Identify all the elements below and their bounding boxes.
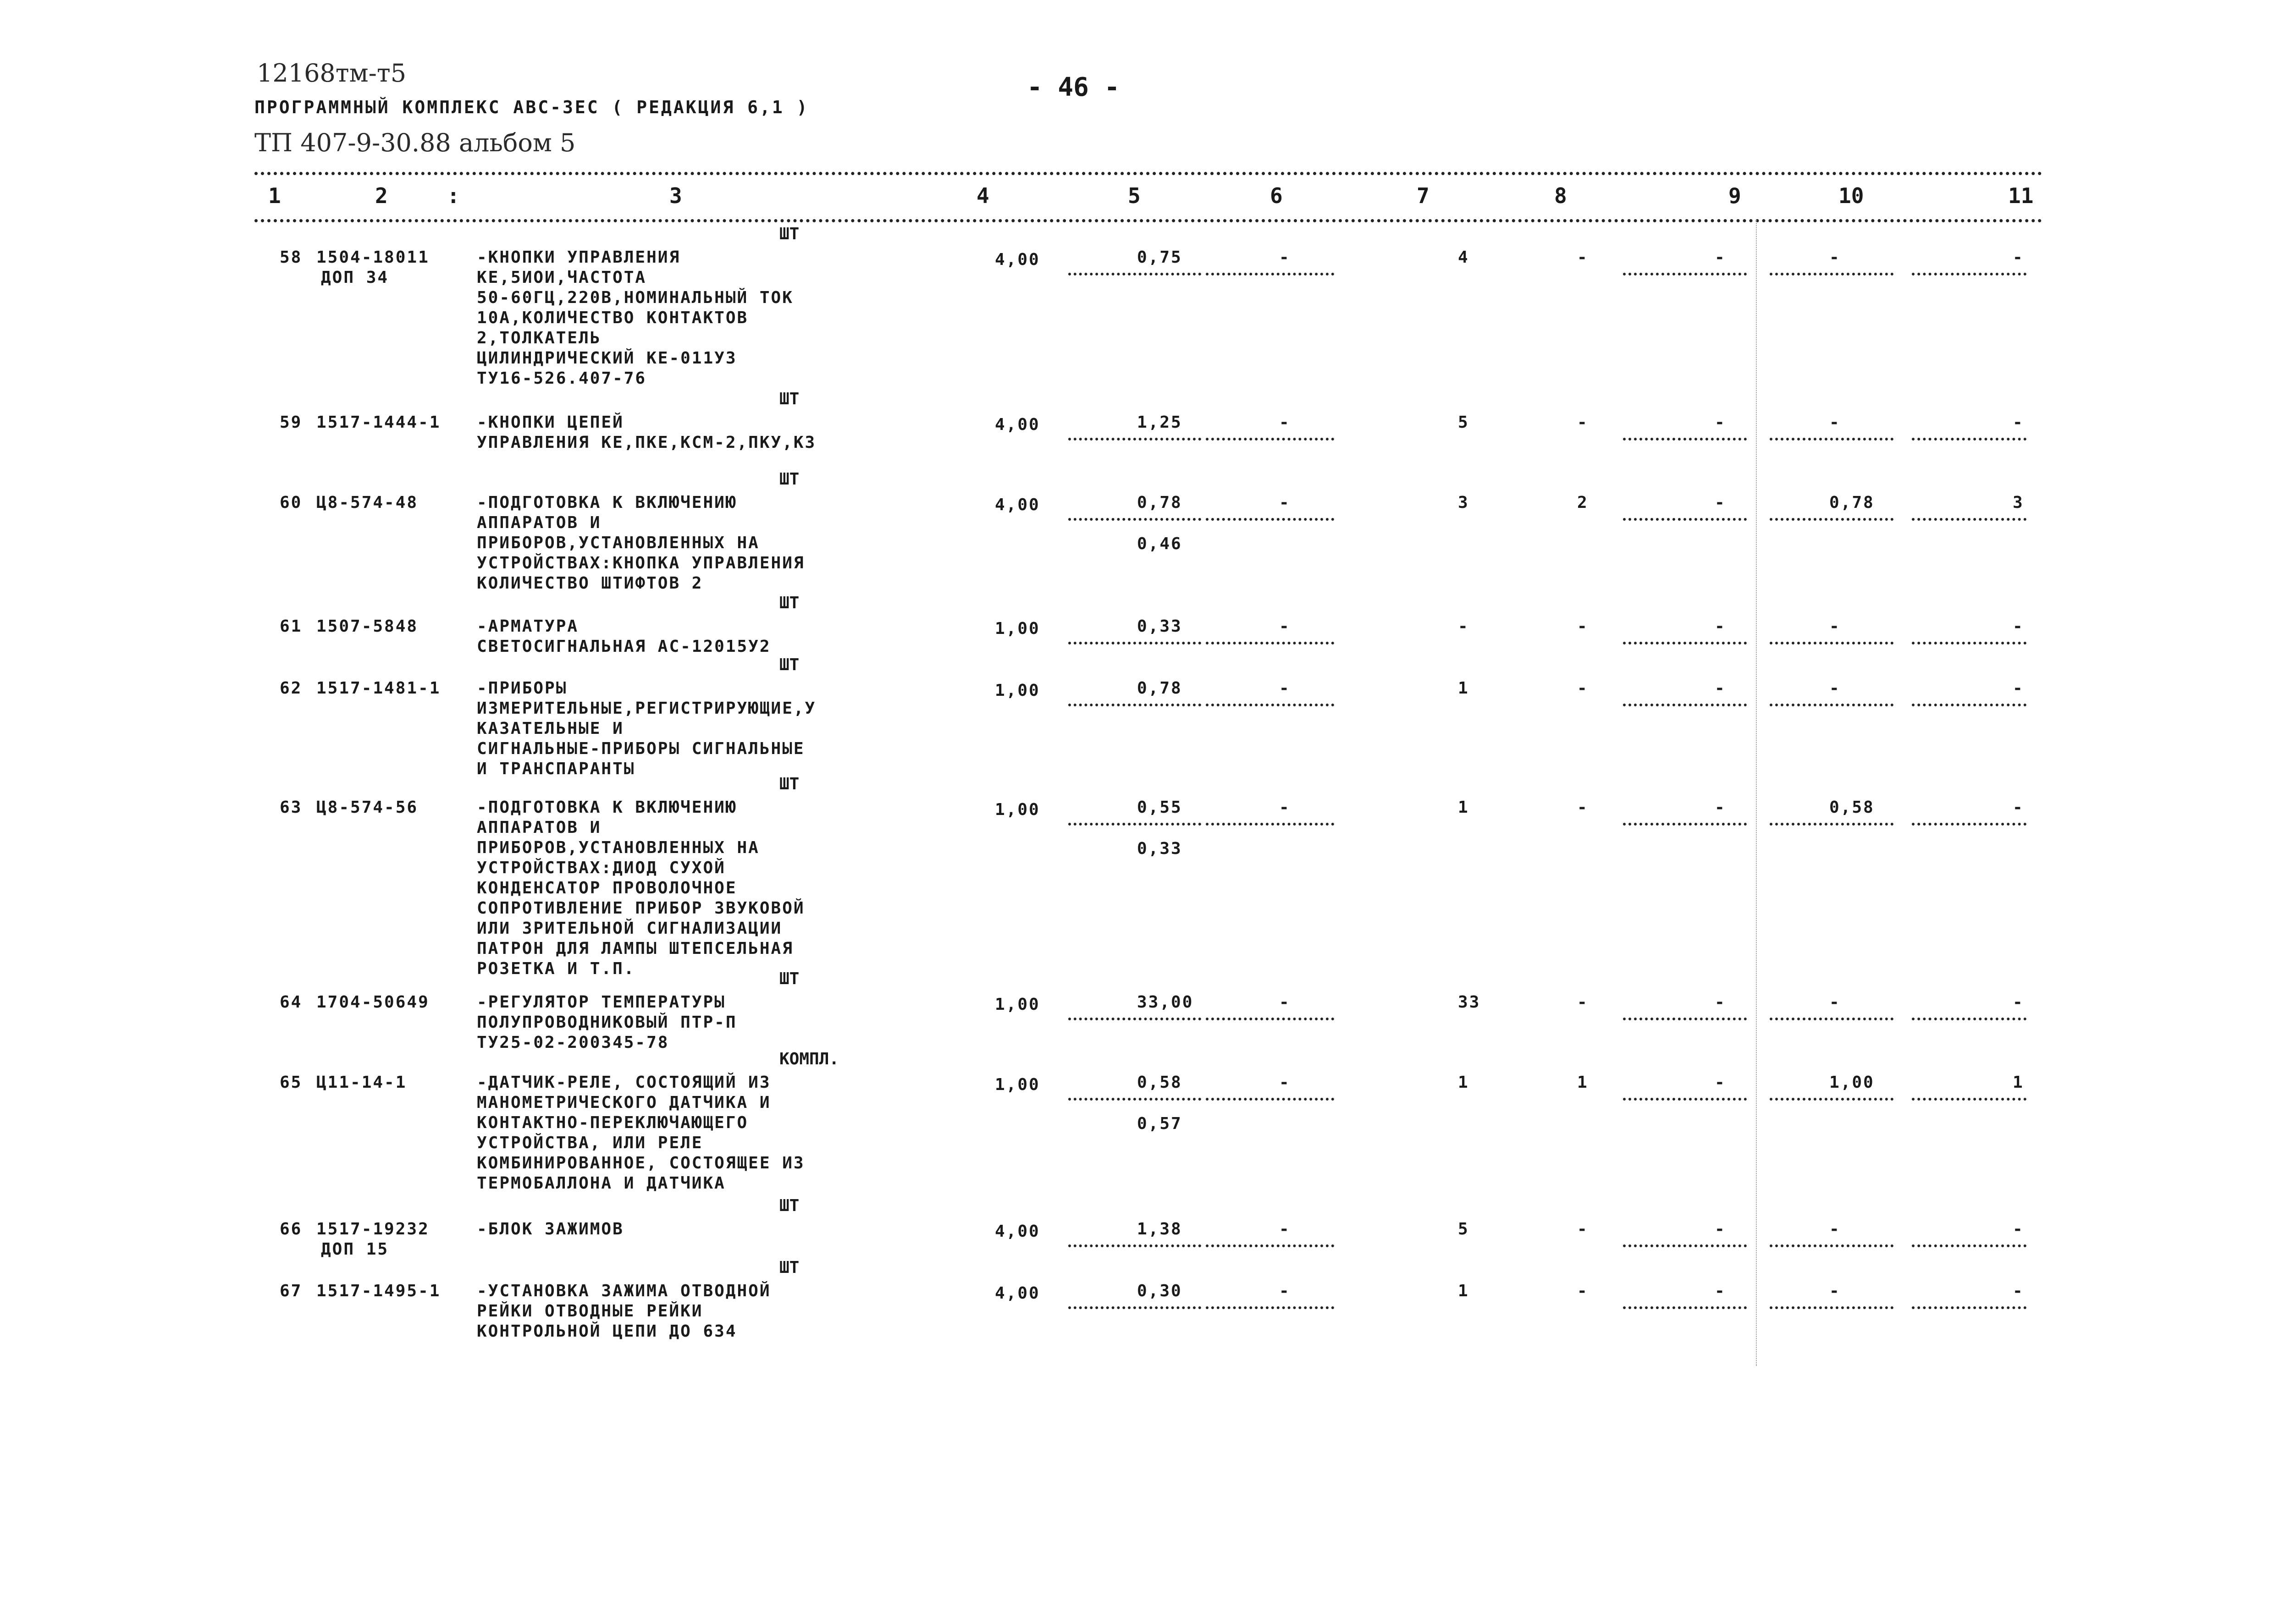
- row-col9: -: [1715, 798, 1726, 817]
- row-number: 64: [280, 993, 303, 1012]
- row-quantity: 1,00: [995, 995, 1040, 1014]
- row-col9: -: [1715, 248, 1726, 267]
- column-header-3: 3: [669, 183, 682, 208]
- row-col11: -: [2013, 413, 2024, 432]
- column-header-6: 6: [1270, 183, 1283, 208]
- row-col6: -: [1279, 1282, 1291, 1300]
- subtotal-dotted-line: [1770, 1306, 1893, 1309]
- row-extra: ДОП 15: [321, 1240, 389, 1259]
- row-col10: 1,00: [1829, 1073, 1875, 1092]
- row-col6: -: [1279, 1073, 1291, 1092]
- row-col9: -: [1715, 493, 1726, 512]
- row-code: 1517-1481-1: [316, 679, 441, 698]
- row-col6: -: [1279, 413, 1291, 432]
- row-col9: -: [1715, 617, 1726, 636]
- page-number: - 46 -: [1027, 72, 1120, 102]
- row-col10: 0,78: [1829, 493, 1875, 512]
- row-col7: 3: [1458, 493, 1469, 512]
- row-col5: 0,58: [1137, 1073, 1182, 1092]
- row-quantity: 1,00: [995, 619, 1040, 638]
- subtotal-dotted-line: [1912, 704, 2026, 706]
- subtotal-dotted-line: [1068, 1018, 1201, 1020]
- row-col6: -: [1279, 493, 1291, 512]
- row-unit: ШТ: [779, 655, 800, 674]
- subtotal-dotted-line: [1206, 1306, 1334, 1309]
- row-col7: 33: [1458, 993, 1481, 1012]
- row-col10: -: [1829, 413, 1841, 432]
- program-title: ПРОГРАММНЫЙ КОМПЛЕКС АВС-3ЕС ( РЕДАКЦИЯ 6,1 ): [254, 97, 809, 117]
- row-quantity: 4,00: [995, 1222, 1040, 1241]
- row-quantity: 4,00: [995, 495, 1040, 514]
- row-code: 1517-1444-1: [316, 413, 441, 432]
- subtotal-dotted-line: [1206, 273, 1334, 275]
- row-col5: 0,30: [1137, 1282, 1182, 1300]
- row-col5: 33,00: [1137, 993, 1194, 1012]
- subtotal-dotted-line: [1206, 704, 1334, 706]
- table-top-rule: [254, 172, 2042, 175]
- subtotal-dotted-line: [1206, 1018, 1334, 1020]
- row-col7: 1: [1458, 1073, 1469, 1092]
- subtotal-dotted-line: [1068, 1244, 1201, 1247]
- column-header-11: 11: [2008, 183, 2034, 208]
- row-col5-secondary: 0,46: [1137, 534, 1182, 553]
- subtotal-dotted-line: [1623, 704, 1747, 706]
- row-code: 1704-50649: [316, 993, 430, 1012]
- subtotal-dotted-line: [1623, 1306, 1747, 1309]
- table-header-rule: [254, 219, 2042, 222]
- column-header-4: 4: [977, 183, 989, 208]
- row-col5: 0,78: [1137, 679, 1182, 698]
- row-col6: -: [1279, 679, 1291, 698]
- row-quantity: 1,00: [995, 800, 1040, 819]
- row-unit: ШТ: [779, 1196, 800, 1215]
- subtotal-dotted-line: [1912, 1098, 2026, 1101]
- subtotal-dotted-line: [1068, 518, 1201, 521]
- row-number: 59: [280, 413, 303, 432]
- subtotal-dotted-line: [1206, 823, 1334, 826]
- row-col6: -: [1279, 248, 1291, 267]
- row-col5: 0,33: [1137, 617, 1182, 636]
- column-header-1: 1: [268, 183, 281, 208]
- row-code: Ц8-574-48: [316, 493, 419, 512]
- subtotal-dotted-line: [1623, 438, 1747, 440]
- subtotal-dotted-line: [1623, 823, 1747, 826]
- row-col11: -: [2013, 1220, 2024, 1239]
- row-unit: ШТ: [779, 390, 800, 408]
- column-header-10: 10: [1838, 183, 1864, 208]
- subtotal-dotted-line: [1068, 823, 1201, 826]
- subtotal-dotted-line: [1068, 1098, 1201, 1101]
- row-description: -БЛОК ЗАЖИМОВ: [477, 1220, 624, 1239]
- row-code: Ц11-14-1: [316, 1073, 407, 1092]
- subtotal-dotted-line: [1623, 1098, 1747, 1101]
- column-header-5: 5: [1128, 183, 1141, 208]
- row-col8: -: [1577, 679, 1589, 698]
- row-number: 67: [280, 1282, 303, 1300]
- subtotal-dotted-line: [1912, 823, 2026, 826]
- subtotal-dotted-line: [1068, 273, 1201, 275]
- subtotal-dotted-line: [1206, 642, 1334, 644]
- subtotal-dotted-line: [1068, 438, 1201, 440]
- row-col9: -: [1715, 679, 1726, 698]
- row-number: 65: [280, 1073, 303, 1092]
- row-number: 62: [280, 679, 303, 698]
- row-col11: 3: [2013, 493, 2024, 512]
- subtotal-dotted-line: [1623, 518, 1747, 521]
- row-description: -ПОДГОТОВКА К ВКЛЮЧЕНИЮ АППАРАТОВ И ПРИБОРОВ,УСТАНОВЛЕННЫХ НА УСТРОЙСТВАХ:ДИОД СУХОЙ КОНДЕНСАТОР ПРОВОЛОЧНОЕ СОПРОТИВЛЕНИЕ ПРИБОР ЗВУКОВОЙ ИЛИ ЗРИТЕЛЬНОЙ СИГНАЛИЗАЦИИ ПАТРОН ДЛЯ ЛАМПЫ ШТЕПСЕЛЬНАЯ РОЗЕТКА И Т.П.: [477, 798, 805, 978]
- subtotal-dotted-line: [1770, 642, 1893, 644]
- row-col11: -: [2013, 798, 2024, 817]
- row-col6: -: [1279, 993, 1291, 1012]
- column-header-2: 2: [375, 183, 388, 208]
- subtotal-dotted-line: [1206, 1098, 1334, 1101]
- subtotal-dotted-line: [1912, 273, 2026, 275]
- row-description: -РЕГУЛЯТОР ТЕМПЕРАТУРЫ ПОЛУПРОВОДНИКОВЫЙ ПТР-П ТУ25-02-200345-78: [477, 993, 737, 1052]
- document-code: 12168тм-т5: [257, 59, 407, 88]
- row-col8: 2: [1577, 493, 1589, 512]
- subtotal-dotted-line: [1770, 704, 1893, 706]
- column-guide-line: [1756, 220, 1757, 1366]
- column-header-7: 7: [1417, 183, 1430, 208]
- column-header-8: 8: [1554, 183, 1567, 208]
- subtotal-dotted-line: [1912, 1244, 2026, 1247]
- row-col7: -: [1458, 617, 1469, 636]
- row-col7: 1: [1458, 798, 1469, 817]
- row-unit: ШТ: [779, 225, 800, 243]
- row-col6: -: [1279, 1220, 1291, 1239]
- row-col10: -: [1829, 248, 1841, 267]
- row-unit: ШТ: [779, 470, 800, 489]
- row-code: 1517-19232: [316, 1220, 430, 1239]
- row-quantity: 1,00: [995, 1075, 1040, 1094]
- row-col7: 4: [1458, 248, 1469, 267]
- row-col10: -: [1829, 993, 1841, 1012]
- subtotal-dotted-line: [1770, 518, 1893, 521]
- subtotal-dotted-line: [1770, 438, 1893, 440]
- row-col7: 1: [1458, 679, 1469, 698]
- row-col8: -: [1577, 1282, 1589, 1300]
- row-unit: ШТ: [779, 775, 800, 793]
- row-col9: -: [1715, 993, 1726, 1012]
- row-description: -ПОДГОТОВКА К ВКЛЮЧЕНИЮ АППАРАТОВ И ПРИБОРОВ,УСТАНОВЛЕННЫХ НА УСТРОЙСТВАХ:КНОПКА УПРАВЛЕНИЯ КОЛИЧЕСТВО ШТИФТОВ 2: [477, 493, 805, 593]
- subtotal-dotted-line: [1623, 1018, 1747, 1020]
- subtotal-dotted-line: [1912, 1018, 2026, 1020]
- subtotal-dotted-line: [1912, 438, 2026, 440]
- subtotal-dotted-line: [1068, 1306, 1201, 1309]
- row-number: 60: [280, 493, 303, 512]
- subtotal-dotted-line: [1912, 1306, 2026, 1309]
- row-col5-secondary: 0,57: [1137, 1114, 1182, 1133]
- row-unit: КОМПЛ.: [779, 1050, 839, 1068]
- row-col8: -: [1577, 798, 1589, 817]
- row-description: -ПРИБОРЫ ИЗМЕРИТЕЛЬНЫЕ,РЕГИСТРИРУЮЩИЕ,У КАЗАТЕЛЬНЫЕ И СИГНАЛЬНЫЕ-ПРИБОРЫ СИГНАЛЬНЫЕ И ТРАНСПАРАНТЫ: [477, 679, 817, 778]
- subtotal-dotted-line: [1770, 1098, 1893, 1101]
- row-col10: -: [1829, 1282, 1841, 1300]
- row-number: 63: [280, 798, 303, 817]
- row-col10: -: [1829, 679, 1841, 698]
- subtotal-dotted-line: [1912, 642, 2026, 644]
- row-col11: -: [2013, 1282, 2024, 1300]
- subtotal-dotted-line: [1206, 438, 1334, 440]
- subtotal-dotted-line: [1770, 823, 1893, 826]
- row-col9: -: [1715, 1220, 1726, 1239]
- row-col5: 1,25: [1137, 413, 1182, 432]
- row-col5-secondary: 0,33: [1137, 839, 1182, 858]
- row-code: Ц8-574-56: [316, 798, 419, 817]
- row-col6: -: [1279, 617, 1291, 636]
- row-extra: ДОП 34: [321, 268, 389, 287]
- subtotal-dotted-line: [1068, 642, 1201, 644]
- row-col11: -: [2013, 617, 2024, 636]
- row-number: 58: [280, 248, 303, 267]
- row-col5: 0,75: [1137, 248, 1182, 267]
- row-col11: -: [2013, 248, 2024, 267]
- row-col8: -: [1577, 248, 1589, 267]
- subtotal-dotted-line: [1623, 642, 1747, 644]
- row-unit: ШТ: [779, 969, 800, 988]
- column-header-9: 9: [1728, 183, 1741, 208]
- row-code: 1507-5848: [316, 617, 419, 636]
- row-col10: -: [1829, 617, 1841, 636]
- row-quantity: 4,00: [995, 1284, 1040, 1303]
- subtotal-dotted-line: [1770, 1018, 1893, 1020]
- subtotal-dotted-line: [1623, 273, 1747, 275]
- row-col6: -: [1279, 798, 1291, 817]
- subtotal-dotted-line: [1770, 1244, 1893, 1247]
- row-code: 1517-1495-1: [316, 1282, 441, 1300]
- row-col9: -: [1715, 1073, 1726, 1092]
- row-description: -УСТАНОВКА ЗАЖИМА ОТВОДНОЙ РЕЙКИ ОТВОДНЫЕ РЕЙКИ КОНТРОЛЬНОЙ ЦЕПИ ДО 634: [477, 1282, 771, 1341]
- row-number: 66: [280, 1220, 303, 1239]
- row-unit: ШТ: [779, 1258, 800, 1277]
- row-quantity: 4,00: [995, 415, 1040, 434]
- row-col11: 1: [2013, 1073, 2024, 1092]
- row-col10: -: [1829, 1220, 1841, 1239]
- subtotal-dotted-line: [1770, 273, 1893, 275]
- row-col8: -: [1577, 993, 1589, 1012]
- album-reference: ТП 407-9-30.88 альбом 5: [254, 128, 576, 157]
- row-col11: -: [2013, 679, 2024, 698]
- row-col8: -: [1577, 617, 1589, 636]
- row-col9: -: [1715, 1282, 1726, 1300]
- row-col10: 0,58: [1829, 798, 1875, 817]
- subtotal-dotted-line: [1623, 1244, 1747, 1247]
- row-col7: 5: [1458, 413, 1469, 432]
- row-col9: -: [1715, 413, 1726, 432]
- subtotal-dotted-line: [1206, 518, 1334, 521]
- row-description: -КНОПКИ ЦЕПЕЙ УПРАВЛЕНИЯ КЕ,ПКЕ,КСМ-2,ПКУ,КЗ: [477, 413, 817, 452]
- row-quantity: 4,00: [995, 250, 1040, 269]
- row-code: 1504-18011: [316, 248, 430, 267]
- row-unit: ШТ: [779, 594, 800, 612]
- subtotal-dotted-line: [1912, 518, 2026, 521]
- row-col8: -: [1577, 1220, 1589, 1239]
- row-description: -ДАТЧИК-РЕЛЕ, СОСТОЯЩИЙ ИЗ МАНОМЕТРИЧЕСКОГО ДАТЧИКА И КОНТАКТНО-ПЕРЕКЛЮЧАЮЩЕГО УСТРОЙСТВА, ИЛИ РЕЛЕ КОМБИНИРОВАННОЕ, СОСТОЯЩЕЕ ИЗ ТЕРМОБАЛЛОНА И ДАТЧИКА: [477, 1073, 805, 1193]
- row-col5: 0,55: [1137, 798, 1182, 817]
- column-header-separator: :: [447, 183, 460, 208]
- row-col5: 1,38: [1137, 1220, 1182, 1239]
- row-quantity: 1,00: [995, 681, 1040, 700]
- subtotal-dotted-line: [1068, 704, 1201, 706]
- row-col11: -: [2013, 993, 2024, 1012]
- row-col8: -: [1577, 413, 1589, 432]
- row-description: -КНОПКИ УПРАВЛЕНИЯ КЕ,5ИОИ,ЧАСТОТА 50-60ГЦ,220В,НОМИНАЛЬНЫЙ ТОК 10А,КОЛИЧЕСТВО КОНТАКТОВ 2,ТОЛКАТЕЛЬ ЦИЛИНДРИЧЕСКИЙ КЕ-011У3 ТУ16-526.407-76: [477, 248, 794, 388]
- row-col7: 1: [1458, 1282, 1469, 1300]
- row-number: 61: [280, 617, 303, 636]
- row-description: -АРМАТУРА СВЕТОСИГНАЛЬНАЯ АС-12015У2: [477, 617, 771, 656]
- row-col8: 1: [1577, 1073, 1589, 1092]
- subtotal-dotted-line: [1206, 1244, 1334, 1247]
- row-col7: 5: [1458, 1220, 1469, 1239]
- row-col5: 0,78: [1137, 493, 1182, 512]
